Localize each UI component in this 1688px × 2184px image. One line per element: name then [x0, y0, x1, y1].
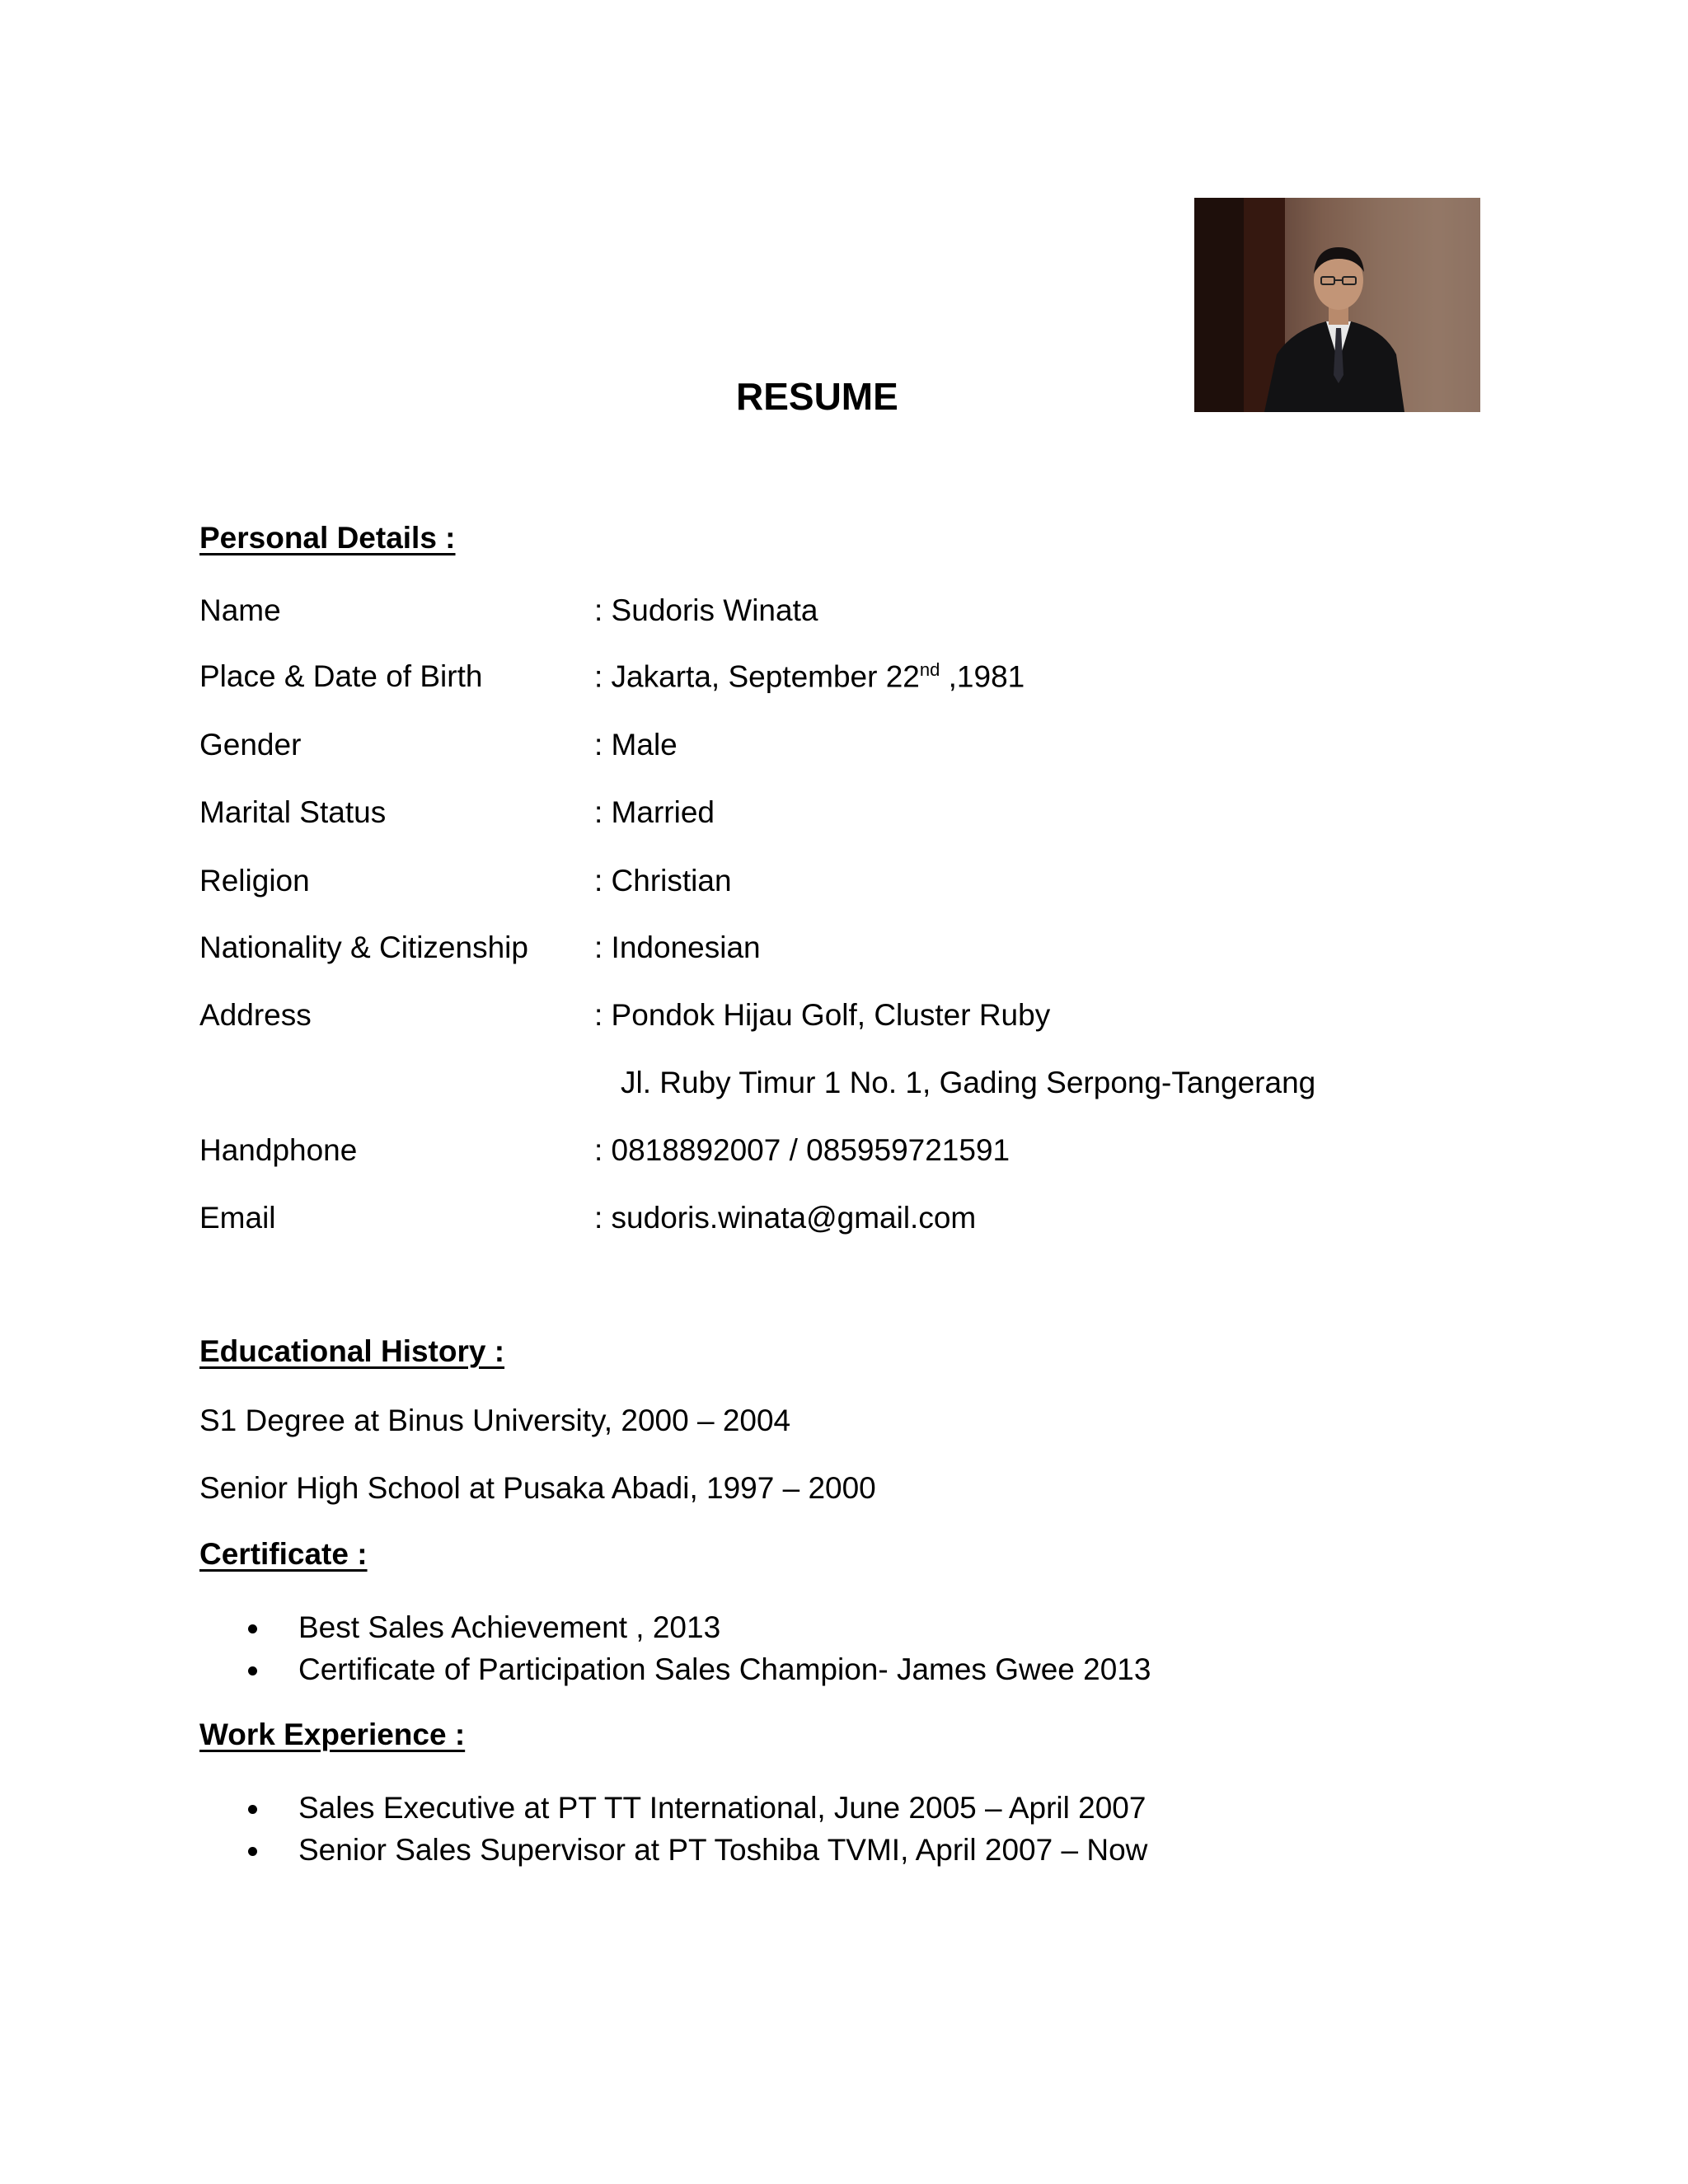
bullet-icon [248, 1805, 257, 1814]
profile-photo [1194, 198, 1480, 412]
value-birth-year: ,1981 [940, 659, 1025, 694]
work-item: Sales Executive at PT TT International, June 2005 – April 2007 [298, 1791, 1146, 1825]
education-heading: Educational History : [199, 1334, 505, 1368]
value-name: : Sudoris Winata [594, 593, 818, 627]
value-email: : sudoris.winata@gmail.com [594, 1201, 977, 1235]
portrait-photo-icon [1194, 198, 1480, 412]
certificate-item: Certificate of Participation Sales Champion- James Gwee 2013 [298, 1652, 1151, 1686]
value-gender: : Male [594, 728, 678, 762]
personal-details-heading: Personal Details : [199, 521, 456, 555]
label-nationality: Nationality & Citizenship [199, 930, 528, 964]
value-handphone: : 0818892007 / 085959721591 [594, 1133, 1010, 1167]
education-item: S1 Degree at Binus University, 2000 – 2004 [199, 1404, 791, 1437]
certificate-item: Best Sales Achievement , 2013 [298, 1610, 721, 1644]
label-birth: Place & Date of Birth [199, 659, 483, 693]
bullet-icon [248, 1847, 257, 1856]
value-address-line1: : Pondok Hijau Golf, Cluster Ruby [594, 998, 1051, 1032]
value-birth [594, 659, 1025, 694]
label-religion: Religion [199, 864, 310, 898]
label-handphone: Handphone [199, 1133, 358, 1167]
value-nationality: : Indonesian [594, 930, 761, 964]
label-gender: Gender [199, 728, 302, 762]
value-address-line2: Jl. Ruby Timur 1 No. 1, Gading Serpong-Tangerang [621, 1066, 1316, 1099]
label-marital-status: Marital Status [199, 795, 387, 829]
education-item: Senior High School at Pusaka Abadi, 1997 – 2000 [199, 1471, 876, 1505]
value-marital-status: : Married [594, 795, 715, 829]
label-address: Address [199, 998, 312, 1032]
page-title: RESUME [736, 375, 898, 418]
work-item: Senior Sales Supervisor at PT Toshiba TVMI, April 2007 – Now [298, 1833, 1148, 1867]
certificate-heading: Certificate : [199, 1537, 368, 1571]
work-experience-heading: Work Experience : [199, 1718, 466, 1751]
value-birth-main: : Jakarta, September 22 [594, 659, 920, 694]
bullet-icon [248, 1666, 257, 1675]
bullet-icon [248, 1624, 257, 1633]
label-name: Name [199, 593, 281, 627]
value-religion: : Christian [594, 864, 732, 898]
value-birth-suffix: nd [919, 659, 940, 680]
label-email: Email [199, 1201, 276, 1235]
